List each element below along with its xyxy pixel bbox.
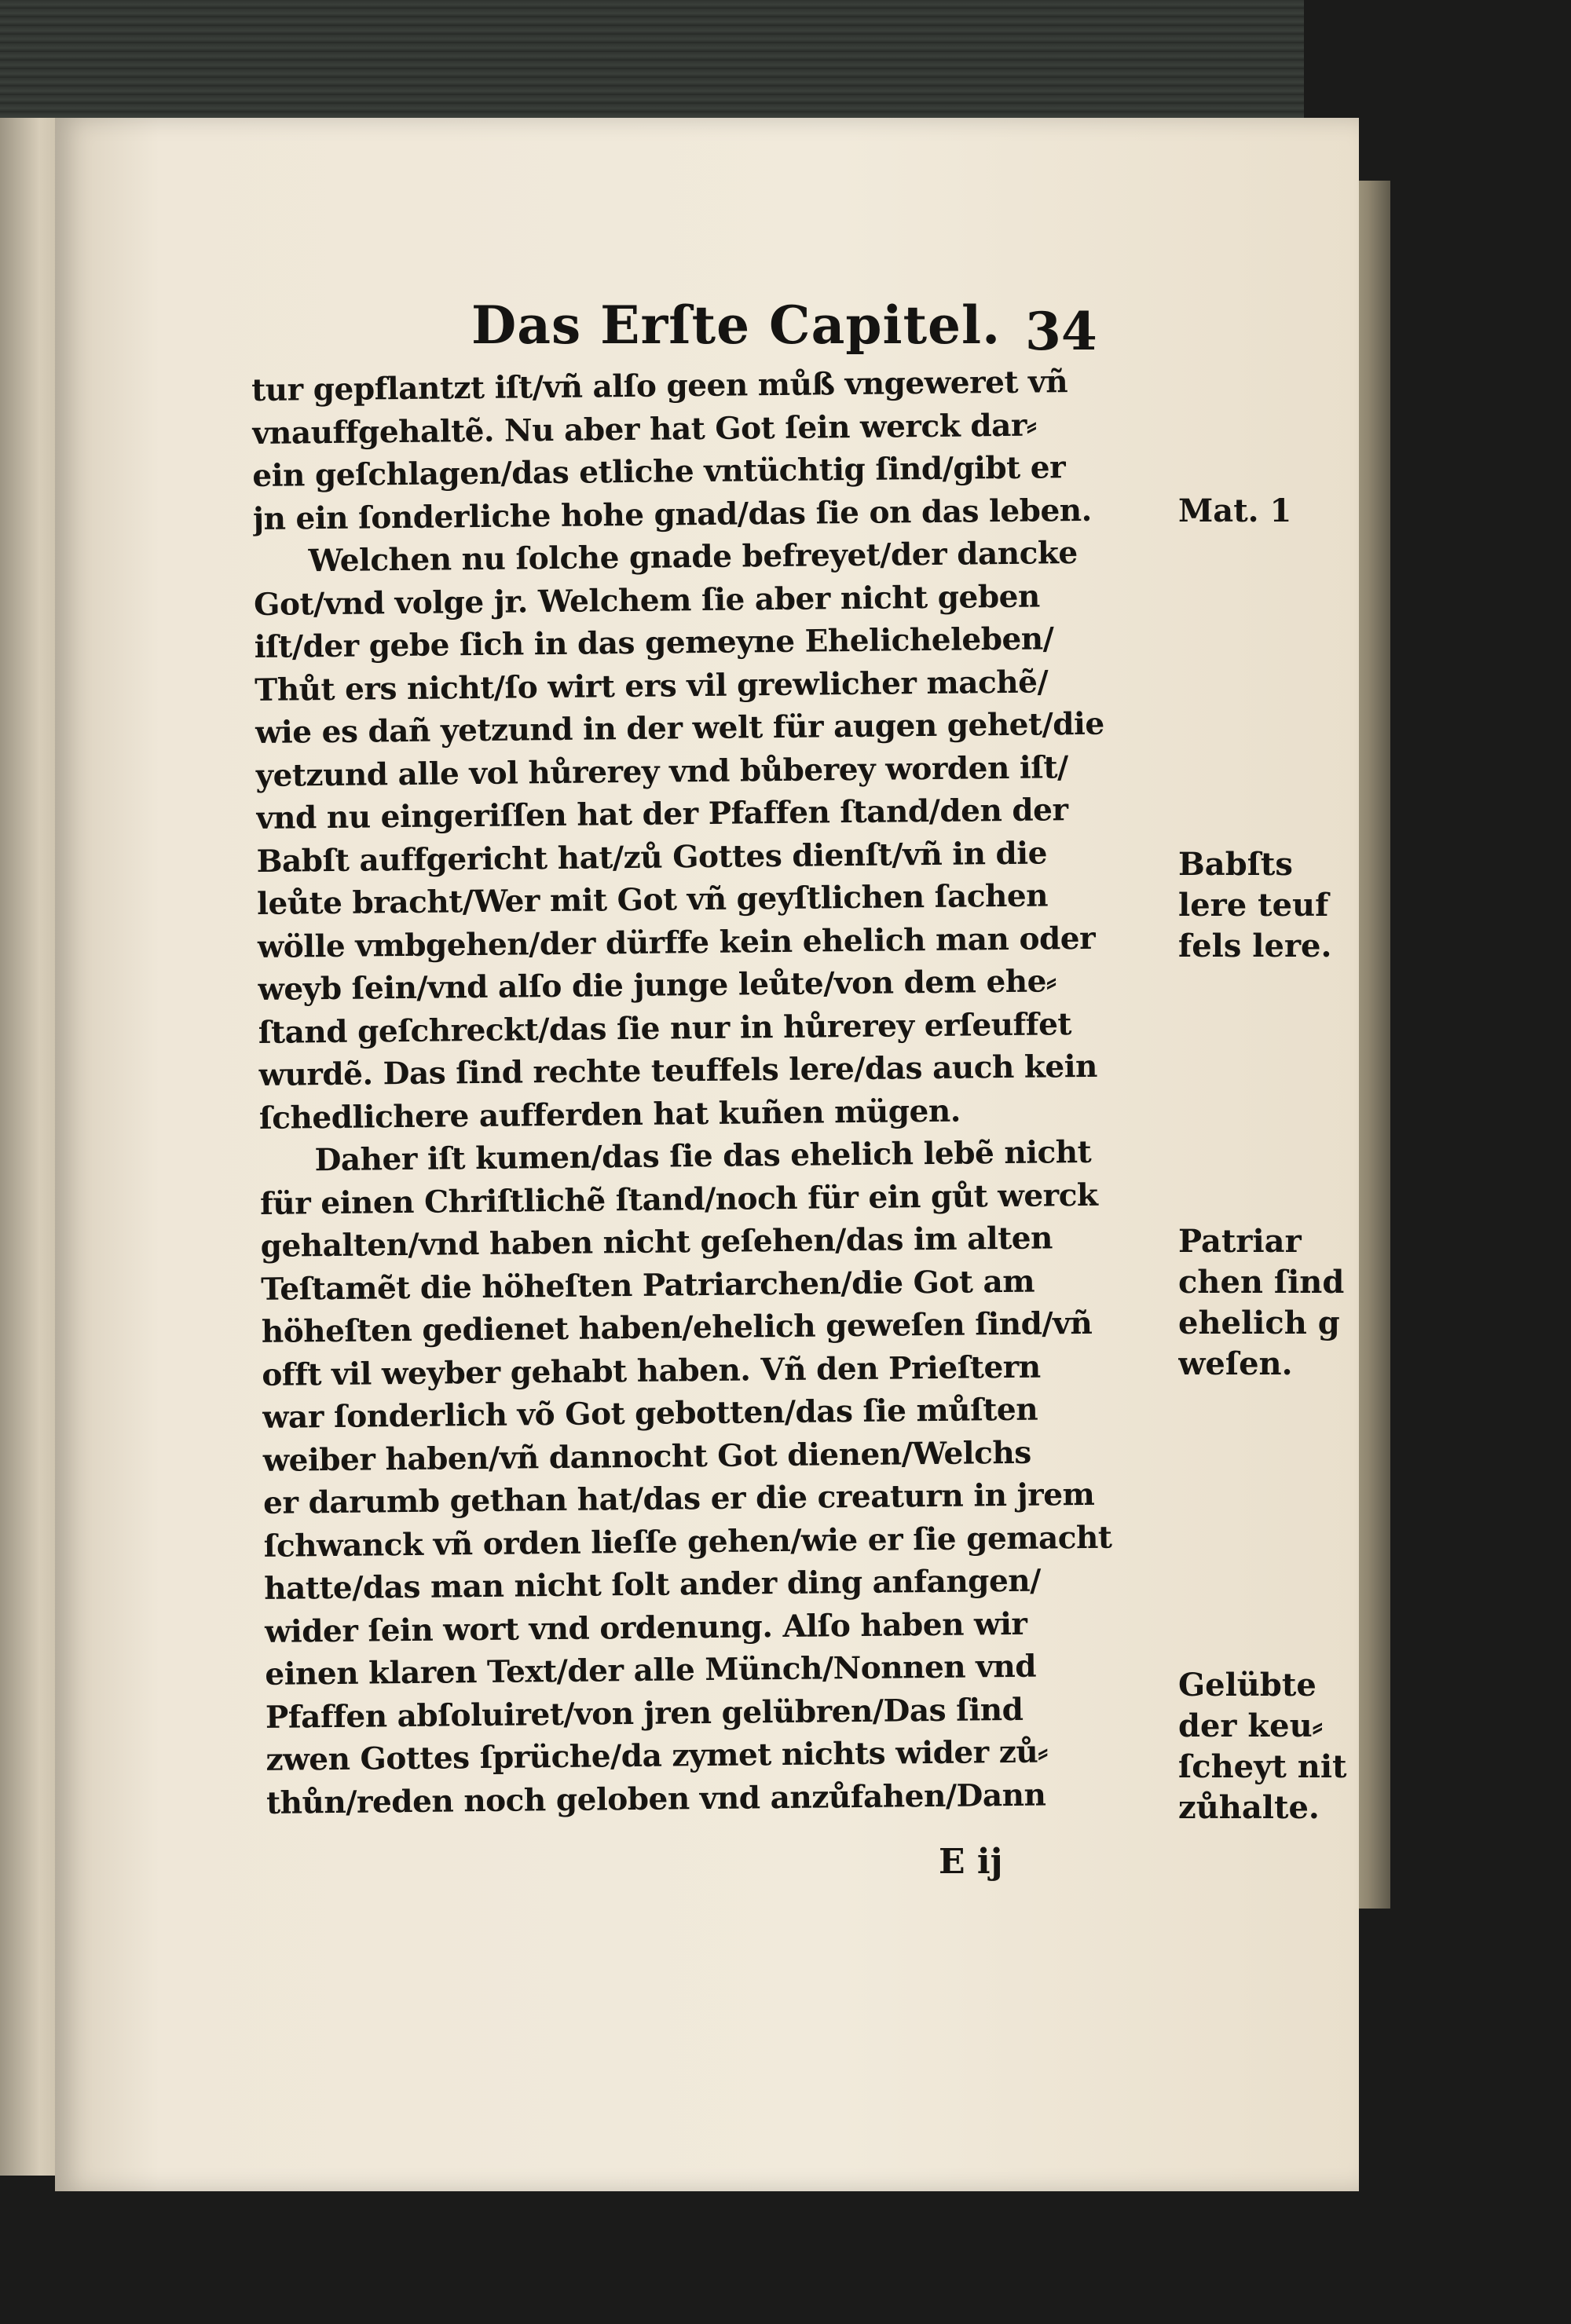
text-line: wie es dañ yetzund in der welt für augen gehet/die (255, 705, 1104, 751)
text-line: ſchedlichere aufferden hat kuñen mügen. (258, 1092, 961, 1136)
body-text-block (251, 360, 1201, 1824)
marginal-line: ſcheyt nit (1178, 1748, 1347, 1785)
text-line: für einen Chriſtlichẽ ſtand/noch für ein gůt werck (259, 1177, 1098, 1222)
text-line: vnd nu eingeriſſen hat der Pfaffen ſtand/den der (255, 792, 1068, 836)
text-line: wider ſein wort vnd ordenung. Alſo haben wir (264, 1605, 1027, 1650)
marginal-line: Patriar (1178, 1223, 1302, 1260)
marginal-line: zůhalte. (1178, 1789, 1320, 1826)
marginal-line: Gelübte (1178, 1667, 1316, 1704)
text-line: Pfaffen abſoluiret/von jren gelübren/Das ſind (265, 1691, 1024, 1736)
text-line: gehalten/vnd haben nicht geſehen/das im alten (260, 1220, 1053, 1264)
text-line: ein geſchlagen/das etliche vntüchtig ſind/gibt er (252, 449, 1066, 494)
text-line: thůn/reden noch geloben vnd anzůfahen/Dann (265, 1777, 1046, 1821)
text-line: Thůt ers nicht/ſo wirt ers vil grewlicher machẽ/ (255, 663, 1049, 708)
marginal-note-mat (1178, 491, 1351, 532)
marginal-line: der keu⸗ (1178, 1707, 1323, 1744)
chapter-heading: Das Erſte Capitel. (471, 295, 1002, 356)
marginal-line: ehelich g (1178, 1305, 1340, 1341)
text-line: Daher iſt kumen/das ſie das ehelich lebẽ nicht (314, 1133, 1092, 1179)
text-line: vnauffgehaltẽ. Nu aber hat Got ſein werck dar⸗ (251, 407, 1037, 452)
marginal-line: lere teuf (1178, 887, 1329, 924)
text-line: offt vil weyber gehabt haben. Vñ den Prieſtern (262, 1349, 1041, 1393)
text-line: iſt/der gebe ſich in das gemeyne Ehelicheleben/ (254, 620, 1054, 665)
text-line: leůte bracht/Wer mit Got vñ geyſtlichen ſachen (256, 877, 1049, 922)
text-line: zwen Gottes ſprüche/da zymet nichts wider zů⸗ (265, 1733, 1049, 1778)
text-line: er darumb gethan hat/das er die creaturn in jrem (262, 1476, 1095, 1521)
signature-mark: E ij (939, 1842, 1003, 1882)
marginal-note-babsts (1178, 844, 1351, 967)
text-line: hatte/das man nicht ſolt ander ding anfangen/ (264, 1562, 1042, 1607)
marginal-line: weſen. (1178, 1345, 1293, 1382)
text-line: ſtand geſchreckt/das ſie nur in hůrerey erſeuffet (258, 1005, 1072, 1051)
marginal-line: Mat. 1 (1178, 492, 1292, 529)
book-top-edge (0, 0, 1304, 121)
text-line: ſchwanck vñ orden lieſſe gehen/wie er ſie gemacht (263, 1519, 1112, 1565)
text-line: wölle vmbgehen/der dürffe kein ehelich man oder (257, 920, 1096, 965)
text-line: weiber haben/vñ dannocht Got dienen/Welchs (262, 1434, 1031, 1479)
text-line: höheſten gedienet haben/ehelich geweſen ſind/vñ (261, 1305, 1093, 1350)
text-line: Teſtamẽt die höheſten Patriarchen/die Got am (261, 1263, 1035, 1308)
text-line: jn ein ſonderliche hohe gnad/das ſie on das leben. (252, 492, 1092, 537)
text-line: war ſonderlich võ Got gebotten/das ſie můſten (262, 1391, 1038, 1436)
text-line: Babſt auffgericht hat/zů Gottes dienſt/vñ in die (256, 834, 1048, 880)
text-line: weyb ſein/vnd alſo die junge leůte/von dem ehe⸗ (258, 963, 1056, 1008)
marginal-line: fels lere. (1178, 928, 1332, 964)
marginal-line: Babſts (1178, 846, 1293, 883)
text-line: Welchen nu ſolche gnade befreyet/der dancke (308, 535, 1078, 580)
text-line: Got/vnd volge jr. Welchem ſie aber nicht geben (253, 578, 1041, 623)
marginal-note-geluebte (1178, 1665, 1351, 1828)
text-line: tur gepflantzt iſt/vñ alſo geen můß vngeweret vñ (251, 364, 1068, 408)
marginal-line: chen ſind (1178, 1264, 1345, 1301)
marginal-note-patriarchen (1178, 1221, 1351, 1385)
page-number: 34 (1025, 301, 1097, 362)
text-line: wurdẽ. Das ſind rechte teuffels lere/das auch kein (258, 1048, 1098, 1093)
text-line: yetzund alle vol hůrerey vnd bůberey worden iſt/ (255, 748, 1068, 794)
text-line: einen klaren Text/der alle Münch/Nonnen vnd (265, 1648, 1037, 1693)
